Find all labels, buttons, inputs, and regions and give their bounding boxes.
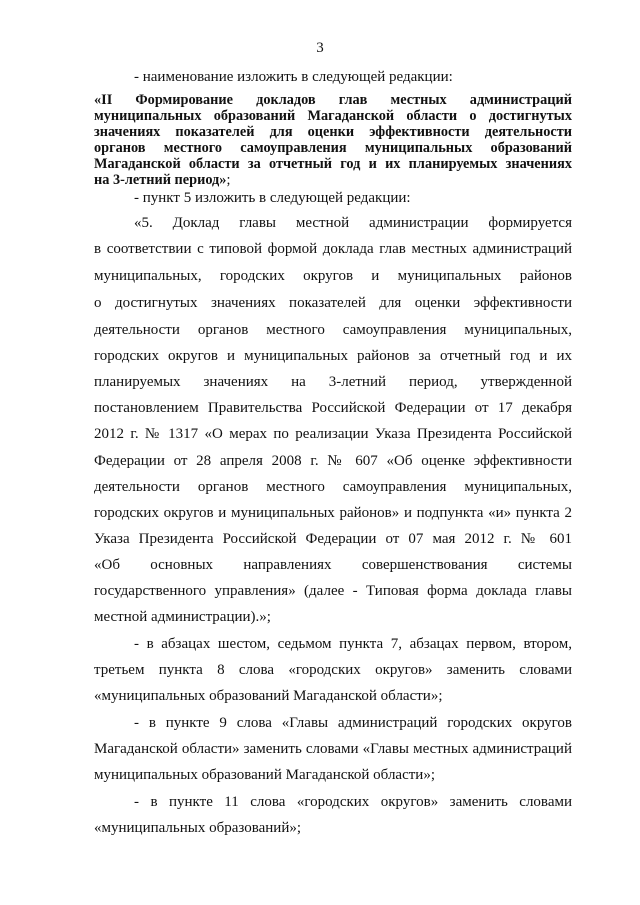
- heading-line: на 3-летний период»: [94, 172, 227, 188]
- heading-last-line: [94, 172, 230, 188]
- p9-line: Магаданской области» заменить словами «Главы местных администраций: [94, 741, 572, 757]
- p5-line: местной администрации).»;: [94, 609, 271, 625]
- p11-line: - в пункте 11 слова «городских округов» заменить словами: [134, 794, 572, 810]
- p5-line: городских округов и муниципальных районов за отчетный год и их: [94, 348, 572, 364]
- p5-line: деятельности органов местного самоуправления муниципальных,: [94, 479, 572, 495]
- p5-line: о достигнутых значениях показателей для оценки эффективности: [94, 295, 572, 311]
- p9-line: - в пункте 9 слова «Главы администраций городских округов: [134, 715, 572, 731]
- p5-line: муниципальных, городских округов и муниципальных районов: [94, 268, 572, 284]
- p5-intro-line: - пункт 5 изложить в следующей редакции:: [134, 190, 411, 206]
- p11-line: «муниципальных образований»;: [94, 820, 302, 836]
- p5-line: «5. Доклад главы местной администрации формируется: [134, 215, 572, 231]
- p5-line: государственного управления» (далее - Типовая форма доклада главы: [94, 583, 572, 599]
- p5-line: 2012 г. № 1317 «О мерах по реализации Указа Президента Российской: [94, 426, 572, 442]
- p5-line: в соответствии с типовой формой доклада глав местных администраций: [94, 241, 572, 257]
- p5-line: Указа Президента Российской Федерации от 07 мая 2012 г. № 601: [94, 531, 572, 547]
- heading-line: Магаданской области за отчетный год и их планируемых значениях: [94, 156, 572, 172]
- heading-line: «II Формирование докладов глав местных администраций: [94, 92, 572, 108]
- p5-line: планируемых значениях на 3-летний период, утвержденной: [94, 374, 572, 390]
- heading-line: органов местного самоуправления муниципальных образований: [94, 140, 572, 156]
- heading-line: муниципальных образований Магаданской области о достигнутых: [94, 108, 572, 124]
- heading-line: значениях показателей для оценки эффективности деятельности: [94, 124, 572, 140]
- p7-line: третьем пункта 8 слова «городских округов» заменить словами: [94, 662, 572, 678]
- page-number: 3: [316, 40, 324, 56]
- p5-line: деятельности органов местного самоуправления муниципальных,: [94, 322, 572, 338]
- p7-line: - в абзацах шестом, седьмом пункта 7, абзацах первом, втором,: [134, 636, 572, 652]
- intro-line: - наименование изложить в следующей редакции:: [134, 69, 453, 85]
- heading-tail: ;: [226, 172, 231, 188]
- p9-line: муниципальных образований Магаданской области»;: [94, 767, 435, 783]
- p7-line: «муниципальных образований Магаданской области»;: [94, 688, 443, 704]
- p5-line: постановлением Правительства Российской Федерации от 17 декабря: [94, 400, 572, 416]
- p5-line: «Об основных направлениях совершенствования системы: [94, 557, 572, 573]
- p5-line: Федерации от 28 апреля 2008 г. № 607 «Об оценке эффективности: [94, 453, 572, 469]
- p5-line: городских округов и муниципальных районов» и подпункта «и» пункта 2: [94, 505, 572, 521]
